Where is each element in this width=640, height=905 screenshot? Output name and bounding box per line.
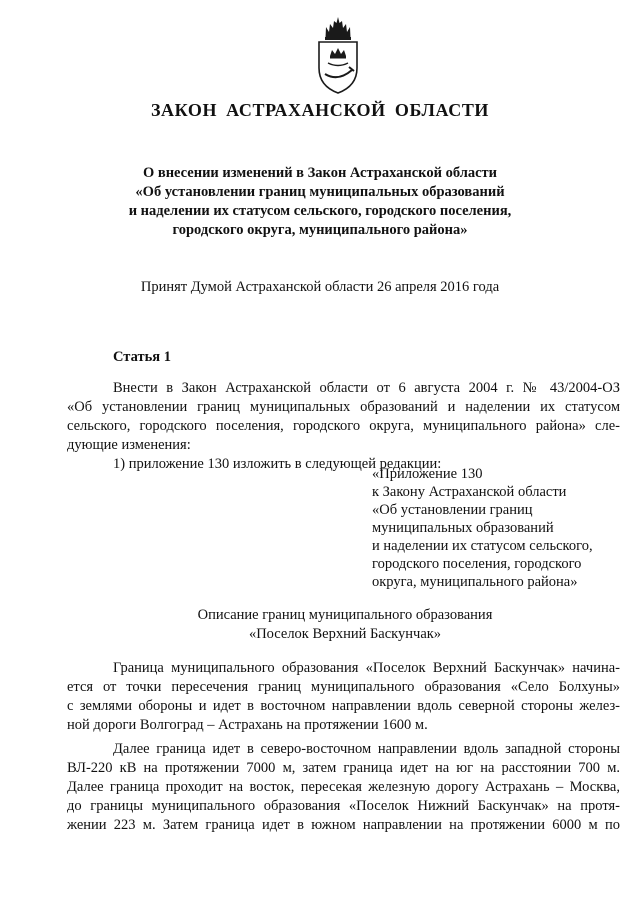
description-title-line: Описание границ муниципального образования [197,607,493,623]
subject-line: и наделении их статусом сельского, городского поселения, [128,203,512,219]
paragraph-line: Граница муниципального образования «Поселок Верхний Баскунчак» начина- [113,660,620,676]
paragraph-line: Далее граница проходит на восток, пересекая железную дорогу Астрахань – Москва, [67,779,620,795]
description-title-line: «Поселок Верхний Баскунчак» [248,626,442,642]
article-intro-line: «Об установлении границ муниципальных образований и наделении их статусом [67,399,620,415]
paragraph-line: до границы муниципального образования «Поселок Нижний Баскунчак» на протя- [67,798,620,814]
description-title [0,606,640,644]
subject-line: «Об установлении границ муниципальных образований [135,184,505,200]
adoption-note: Принят Думой Астраханской области 26 апреля 2016 года [140,279,500,295]
subject-line: О внесении изменений в Закон Астраханской области [142,165,498,181]
article-intro-line: сельского, городского поселения, городского округа, муниципального района» сле- [67,418,620,434]
paragraph-line: с землями обороны и идет в восточном направлении вдоль северной стороны желез- [67,698,620,714]
appendix-line: и наделении их статусом сельского, [372,538,593,554]
paragraph-line: ется от точки пересечения границ муниципального образования «Село Болхуны» [67,679,620,695]
appendix-reference [372,465,593,591]
article-intro-line: дующие изменения: [67,437,191,453]
article-heading: Статья 1 [113,349,171,365]
paragraph-line: ВЛ-220 кВ на протяжении 7000 м, затем граница идет на юг на расстоянии 700 м. [67,760,620,776]
law-subject [60,164,580,240]
paragraph-line: ной дороги Волгоград – Астрахань на протяжении 1600 м. [67,717,428,733]
appendix-line: «Приложение 130 [372,466,483,482]
subject-line: городского округа, муниципального района» [172,222,468,238]
paragraph-line: жении 223 м. Затем граница идет в южном направлении на протяжении 6000 м по [67,817,620,833]
paragraph-line: Далее граница идет в северо-восточном направлении вдоль западной стороны [113,741,620,757]
appendix-line: «Об установлении границ [372,502,533,518]
appendix-line: муниципальных образований [372,520,554,536]
article-intro-line: Внести в Закон Астраханской области от 6 августа 2004 г. № 43/2004-ОЗ [113,380,620,396]
astrakhan-coat-of-arms-icon [316,16,360,94]
appendix-line: к Закону Астраханской области [372,484,567,500]
appendix-line: городского поселения, городского [372,556,582,572]
article-item-1: 1) приложение 130 изложить в следующей редакции: [113,456,442,472]
appendix-line: округа, муниципального района» [372,574,578,590]
law-title: ЗАКОН АСТРАХАНСКОЙ ОБЛАСТИ [150,100,490,120]
